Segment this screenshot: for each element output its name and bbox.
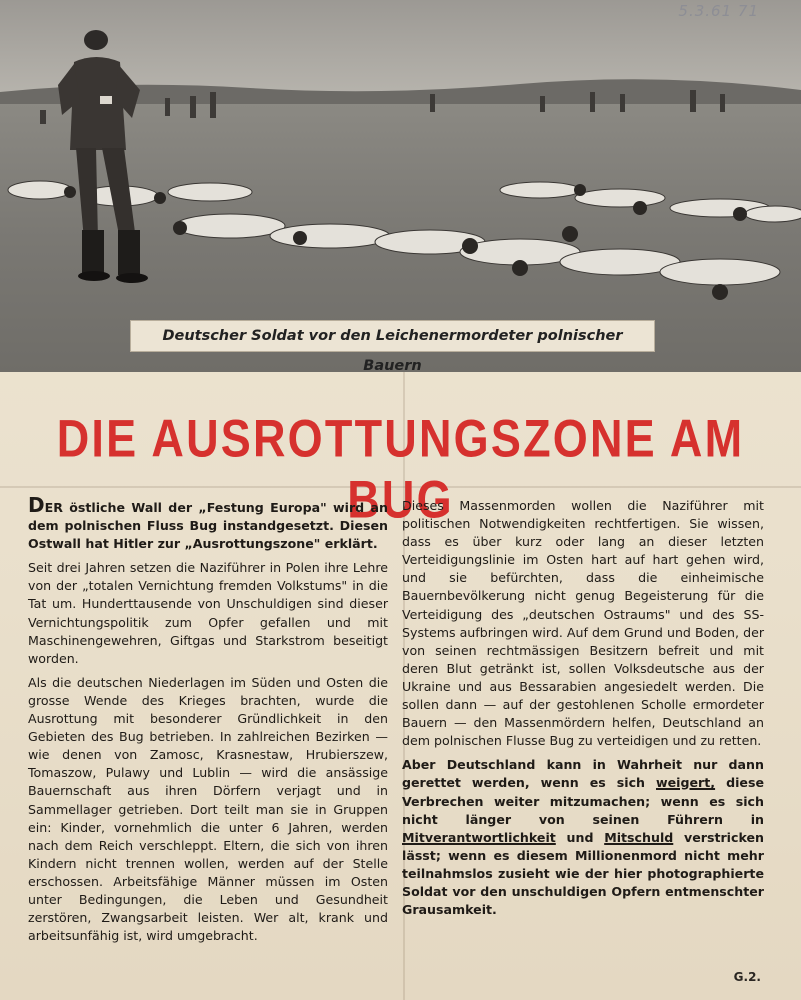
underlined-word: Mitschuld <box>604 829 674 845</box>
right-column <box>402 497 764 925</box>
left-column <box>28 493 388 951</box>
photograph <box>0 0 801 372</box>
appeal-text: verstricken lässt; wenn es diesem Millionenmord nicht mehr teilnahmslos zusieht wie der hier photographierte Soldat vor den unschuldigen Opfern entmenschter Grausamkeit. <box>402 829 765 918</box>
appeal-text: Aber Deutschland kann in Wahrheit nur dann gerettet werden, wenn es sich <box>402 757 764 791</box>
paragraph: Dieses Massenmorden wollen die Naziführer mit politischen Notwendigkeiten rechtfertigen. Sie wissen, dass es über kurz oder lang an dieser letzten Verteidigungslinie im Osten hart auf hart gehen wird, und sie befürchten, dass die einheimische Bauernbevölkerung nicht genug Begeisterung für die Verteidigung des „deutschen Ostraums" und des SS-Systems aufbringen wird. Auf dem Grund und Boden, der von seinen rechtmässigen Besitzern befreit und mit deren Blut getränkt ist, sollen Volksdeutsche aus der Ukraine und aus Bessarabien angesiedelt werden. Die sollen dann — auf der gestohlenen Scholle ermordeter Bauern — den Massenmördern helfen, Deutschland an dem polnischen Flusse Bug zu verteidigen und zu retten. <box>402 498 764 749</box>
underlined-word: Mitverantwortlichkeit <box>402 829 556 845</box>
archive-handwritten-mark: 5.3.61 71 <box>678 2 759 20</box>
drop-cap: D <box>28 493 45 517</box>
lead-paragraph <box>28 493 388 553</box>
appeal-text: diese Verbrechen weiter mitzumachen; wenn es sich nicht länger von seinen Führern in <box>402 775 764 827</box>
appeal-paragraph <box>402 756 764 919</box>
headline: DIE AUSROTTUNGSZONE AM BUG <box>56 408 745 530</box>
appeal-text: und <box>555 829 605 845</box>
underlined-word: weigert, <box>656 775 716 791</box>
paragraph: Seit drei Jahren setzen die Naziführer in Polen ihre Lehre von der „totalen Vernichtung fremden Volkstums" in die Tat um. Hunderttausende von Unschuldigen sind dieser Vernichtungspolitik zum Opfer gefallen und mit Maschinengewehren, Giftgas und Starkstrom beseitigt worden. <box>28 560 388 666</box>
photo-caption: Deutscher Soldat vor den Leichenermordeter polnischer Bauern <box>130 320 655 352</box>
leaflet-code: G.2. <box>733 970 761 984</box>
lead-text: ER östliche Wall der „Festung Europa" wird an dem polnischen Fluss Bug instandgesetzt. Diesen Ostwall hat Hitler zur „Ausrottungszone" erklärt. <box>28 500 388 552</box>
paragraph: Als die deutschen Niederlagen im Süden und Osten die grosse Wende des Krieges brachten, wurde die Ausrottung mit besonderer Gründlichkeit in den Gebieten des Bug betrieben. In zahlreichen Bezirken — wie denen von Zamosc, Krasnestaw, Hrubierszew, Tomaszow, Pulawy und Lublin — wird die ansässige Bauernschaft aus ihren Dörfern verjagt und in Sammellager getrieben. Dort teilt man sie in Gruppen ein: Kinder, vornehmlich die unter 6 Jahren, werden nach dem Reich verschleppt. Eltern, die sich von ihren Kindern nicht trennen wollen, werden auf der Stelle erschossen. Arbeitsfähige Männer müssen im Osten unter Bedingungen, die Leben und Gesundheit zerstören, Zwangsarbeit leisten. Wer alt, krank und arbeitsunfähig ist, wird umgebracht. <box>28 674 388 944</box>
